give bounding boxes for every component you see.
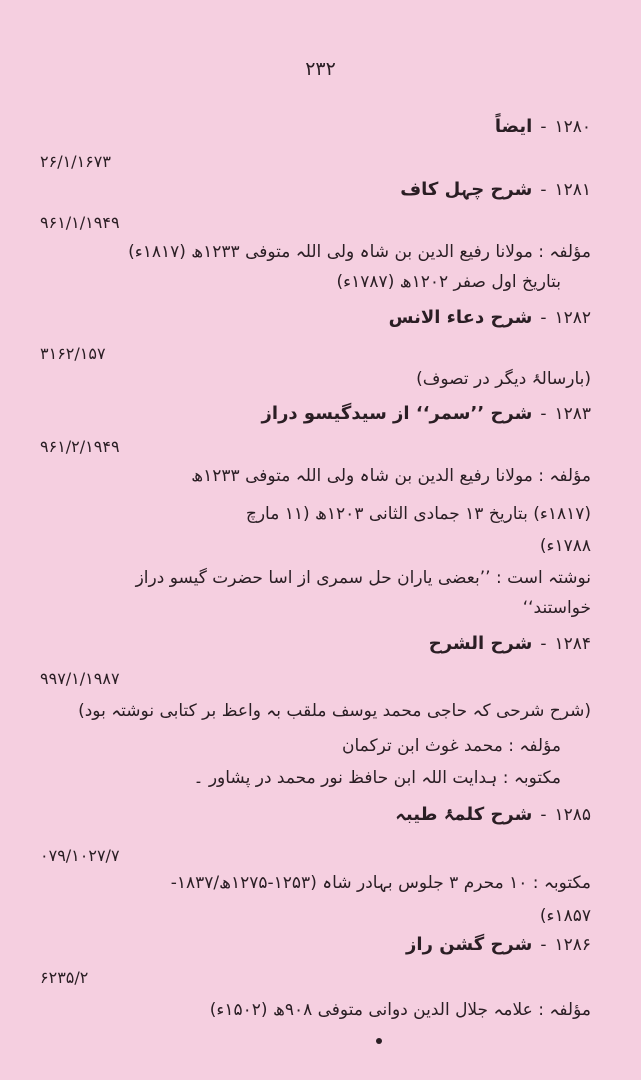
entry-heading bbox=[40, 801, 591, 829]
date-line: (۱۸۱۷ء) بتاریخ ۱۳ جمادی الثانی ۱۲۰۳ھ (۱۱ مارچ bbox=[245, 504, 591, 524]
entry-number: ۱۲۸۲ bbox=[554, 308, 591, 328]
entry-heading bbox=[40, 113, 591, 141]
entry-number: ۱۲۸۰ bbox=[554, 117, 591, 137]
page-number: ۲۳۲ bbox=[305, 58, 336, 80]
date-line: ۱۸۵۷ء) bbox=[539, 906, 591, 926]
entry-dash: - bbox=[540, 935, 547, 955]
author-line: مؤلفہ : مولانا رفیع الدین بن شاہ ولی اللہ متوفی ۱۲۳۳ھ (۱۸۱۷ء) bbox=[128, 242, 591, 262]
quote-line: خواستند‘‘ bbox=[522, 598, 591, 618]
accession-number: ۹۹۷/۱/۱۹۸۷ bbox=[40, 669, 120, 688]
entry-title: شرح گشن راز bbox=[406, 934, 533, 955]
entry-dash: - bbox=[540, 404, 547, 424]
date-line: ۱۷۸۸ء) bbox=[539, 536, 591, 556]
entry-number: ۱۲۸۴ bbox=[554, 634, 591, 654]
entry-number: ۱۲۸۶ bbox=[554, 935, 591, 955]
entry-dash: - bbox=[540, 634, 547, 654]
accession-number: ۹۶۱/۱/۱۹۴۹ bbox=[40, 213, 120, 232]
date-line: بتاریخ اول صفر ۱۲۰۲ھ (۱۷۸۷ء) bbox=[336, 272, 561, 292]
entry-number: ۱۲۸۱ bbox=[554, 180, 591, 200]
accession-number: ۳۱۶۲/۱۵۷ bbox=[40, 344, 106, 363]
entry-dash: - bbox=[540, 117, 547, 137]
entry-heading bbox=[40, 630, 591, 658]
copyist-line: مکتوبہ : ہدایت اللہ ابن حافظ نور محمد در پشاور ۔ bbox=[193, 768, 561, 788]
entry-title: شرح ’’سمر‘‘ از سیدگیسو دراز bbox=[261, 403, 533, 424]
page-dot bbox=[376, 1038, 382, 1044]
entry-heading bbox=[40, 176, 591, 204]
entry-heading bbox=[40, 400, 591, 428]
copyist-line: مکتوبہ : ۱۰ محرم ۳ جلوس بہادر شاہ (۱۲۵۳-۱۲۷۵ھ/۱۸۳۷- bbox=[170, 873, 591, 893]
note-line: (بارسالۂ دیگر در تصوف) bbox=[416, 369, 591, 389]
entry-number: ۱۲۸۵ bbox=[554, 805, 591, 825]
entry-dash: - bbox=[540, 180, 547, 200]
entry-heading bbox=[40, 931, 591, 959]
entry-title: شرح چہل کاف bbox=[400, 179, 533, 200]
accession-number: ۲۶/۱/۱۶۷۳ bbox=[40, 152, 111, 171]
entry-number: ۱۲۸۳ bbox=[554, 404, 591, 424]
entry-dash: - bbox=[540, 805, 547, 825]
quote-line: نوشتہ است : ’’بعضی یاران حل سمری از اسا حضرت گیسو دراز bbox=[135, 568, 591, 588]
accession-number: ۶۲۳۵/۲ bbox=[40, 968, 89, 987]
accession-number: ۹۶۱/۲/۱۹۴۹ bbox=[40, 437, 120, 456]
entry-dash: - bbox=[540, 308, 547, 328]
author-line: مؤلفہ : علامہ جلال الدین دوانی متوفی ۹۰۸ھ (۱۵۰۲ء) bbox=[209, 1000, 591, 1020]
author-line: مؤلفہ : مولانا رفیع الدین بن شاہ ولی اللہ متوفی ۱۲۳۳ھ bbox=[191, 466, 591, 486]
entry-title: شرح کلمۂ طیبہ bbox=[395, 804, 533, 825]
entry-title: ایضاً bbox=[494, 116, 533, 137]
accession-number: ۰۷۹/۱۰۲۷/۷ bbox=[40, 846, 120, 865]
author-line: مؤلفہ : محمد غوث ابن ترکمان bbox=[342, 736, 561, 756]
entry-title: شرح دعاء الانس bbox=[388, 307, 533, 328]
entry-title: شرح الشرح bbox=[428, 633, 533, 654]
note-line: (شرح شرحی کہ حاجی محمد یوسف ملقب بہ واعظ بر کتابی نوشتہ بود) bbox=[78, 701, 591, 721]
entry-heading bbox=[40, 304, 591, 332]
